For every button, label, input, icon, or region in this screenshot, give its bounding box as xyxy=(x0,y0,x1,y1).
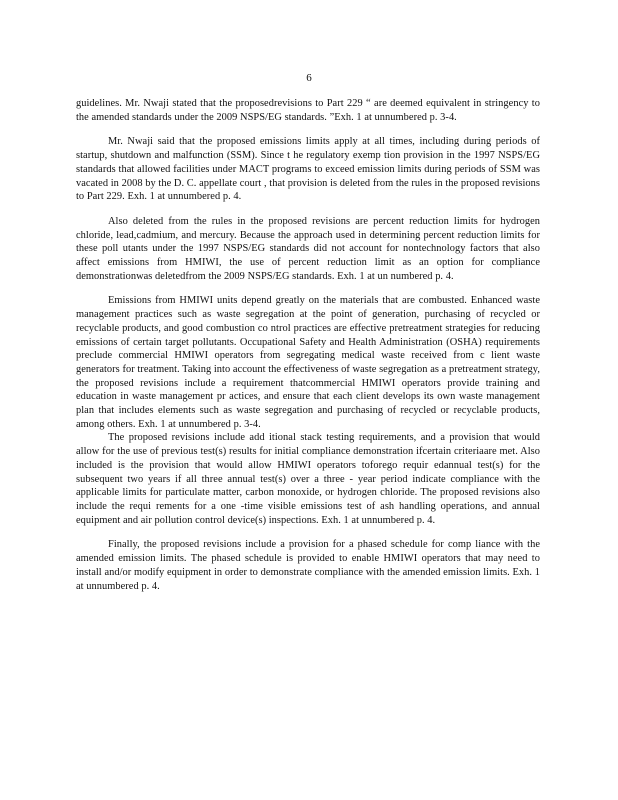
paragraph-phased-schedule: Finally, the proposed revisions include a provision for a phased schedule for comp liance with the amended emission limits. The phased schedule is provided to enable HMIWI operators that may need to install and/or modify equipment in order to demonstrate compliance with the amended emission limits. Exh. 1 at unnumbered p. 4. xyxy=(76,539,540,592)
page-number: 6 xyxy=(306,72,312,84)
body-text xyxy=(76,97,540,604)
paragraph-ssm-limits: Mr. Nwaji said that the proposed emissions limits apply at all times, including during periods of startup, shutdown and malfunction (SSM). Since t he regulatory exemp tion provision in the 1997 NSPS/EG standards that allowed facilities under MACT programs to exceed emission limits during periods of SSM was vacated in 2008 by the D. C. appellate court , that provision is deleted from the rules in the proposed revisions to Part 229. Exh. 1 at unnumbered p. 4. xyxy=(76,136,540,203)
paragraph-stack-testing: The proposed revisions include add itional stack testing requirements, and a provision that would allow for the use of previous test(s) results for initial compliance demonstration ifcertain criteriaare met. Also included is the provision that would allow HMIWI operators toforego requir edannual test(s) for the subsequent two years if all three annual test(s) over a three - year period indicate compliance with the applicable limits for particulate matter, carbon monoxide, or hydrogen chloride. The proposed revisions also include the requi rements for a one -time visible emissions test of ash handling operations, and annual equipment and air pollution control device(s) inspections. Exh. 1 at unnumbered p. 4. xyxy=(76,432,540,526)
paragraph-percent-reduction: Also deleted from the rules in the proposed revisions are percent reduction limits for hydrogen chloride, lead,cadmium, and mercury. Because the approach used in determining percent reduction limits for these poll utants under the 1997 NSPS/EG standards did not account for nontechnology factors that also affect emissions from HMIWI, the use of percent reduction limit as an option for compliance demonstrationwas deletedfrom the 2009 NSPS/EG standards. Exh. 1 at un numbered p. 4. xyxy=(76,215,540,282)
paragraph-continuation: guidelines. Mr. Nwaji stated that the proposedrevisions to Part 229 “ are deemed equivalent in stringency to the amended standards under the 2009 NSPS/EG standards. ”Exh. 1 at unnumbered p. 3-4. xyxy=(76,98,540,123)
paragraph-waste-management: Emissions from HMIWI units depend greatly on the materials that are combusted. Enhanced waste management practices such as waste segregation at the point of generation, purchasing of recycled or recyclable products, and good combustion co ntrol practices are effective pretreatment strategies for reducing emissions of certain target pollutants. Occupational Safety and Health Administration (OSHA) requirements preclude commercial HMIWI operators from segregating medical waste received from c lient waste generators for treatment. Taking into account the effectiveness of waste segregation as a pretreatment strategy, the proposed revisions include a requirement thatcommercial HMIWI operators provide training and education in waste management pr actices, and ensure that each client develops its own waste management plan that includes elements such as waste segregation and purchasing of recycled or recyclable products, among others. Exh. 1 at unnumbered p. 3-4. xyxy=(76,295,540,430)
